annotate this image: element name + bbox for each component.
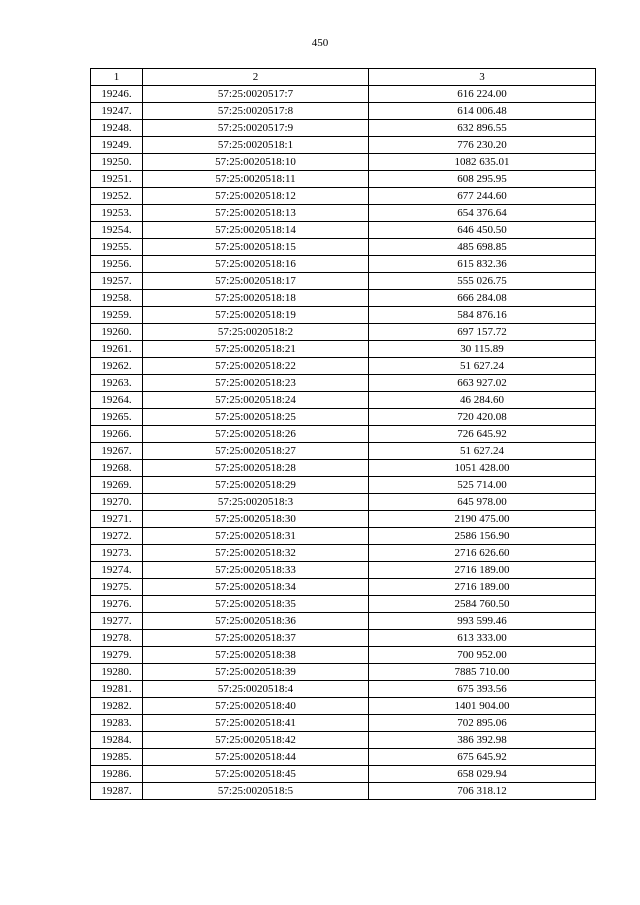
row-number-cell: 19281. <box>91 681 143 698</box>
table-row <box>91 341 596 358</box>
table-row <box>91 681 596 698</box>
cadastral-number-cell: 57:25:0020518:11 <box>143 171 369 188</box>
row-number-cell: 19248. <box>91 120 143 137</box>
value-cell: 666 284.08 <box>369 290 596 307</box>
cadastral-number-cell: 57:25:0020517:9 <box>143 120 369 137</box>
table-row <box>91 103 596 120</box>
value-cell: 51 627.24 <box>369 443 596 460</box>
value-cell: 645 978.00 <box>369 494 596 511</box>
table-row <box>91 630 596 647</box>
table-row <box>91 392 596 409</box>
registry-table <box>90 68 596 800</box>
row-number-cell: 19287. <box>91 783 143 800</box>
table-row <box>91 596 596 613</box>
table-row <box>91 511 596 528</box>
value-cell: 46 284.60 <box>369 392 596 409</box>
cadastral-number-cell: 57:25:0020518:41 <box>143 715 369 732</box>
row-number-cell: 19262. <box>91 358 143 375</box>
value-cell: 675 393.56 <box>369 681 596 698</box>
table-row <box>91 579 596 596</box>
value-cell: 525 714.00 <box>369 477 596 494</box>
cadastral-number-cell: 57:25:0020518:17 <box>143 273 369 290</box>
row-number-cell: 19272. <box>91 528 143 545</box>
value-cell: 2716 626.60 <box>369 545 596 562</box>
cadastral-number-cell: 57:25:0020518:33 <box>143 562 369 579</box>
table-row <box>91 171 596 188</box>
value-cell: 2190 475.00 <box>369 511 596 528</box>
row-number-cell: 19283. <box>91 715 143 732</box>
column-header-2: 2 <box>143 69 369 86</box>
row-number-cell: 19264. <box>91 392 143 409</box>
table-row <box>91 477 596 494</box>
cadastral-number-cell: 57:25:0020518:15 <box>143 239 369 256</box>
row-number-cell: 19279. <box>91 647 143 664</box>
row-number-cell: 19269. <box>91 477 143 494</box>
row-number-cell: 19271. <box>91 511 143 528</box>
value-cell: 706 318.12 <box>369 783 596 800</box>
cadastral-number-cell: 57:25:0020518:30 <box>143 511 369 528</box>
cadastral-number-cell: 57:25:0020518:19 <box>143 307 369 324</box>
value-cell: 584 876.16 <box>369 307 596 324</box>
table-row <box>91 256 596 273</box>
table-row <box>91 562 596 579</box>
table-row <box>91 766 596 783</box>
value-cell: 51 627.24 <box>369 358 596 375</box>
row-number-cell: 19276. <box>91 596 143 613</box>
row-number-cell: 19273. <box>91 545 143 562</box>
value-cell: 2716 189.00 <box>369 579 596 596</box>
row-number-cell: 19260. <box>91 324 143 341</box>
cadastral-number-cell: 57:25:0020518:23 <box>143 375 369 392</box>
cadastral-number-cell: 57:25:0020518:10 <box>143 154 369 171</box>
row-number-cell: 19266. <box>91 426 143 443</box>
row-number-cell: 19286. <box>91 766 143 783</box>
table-row <box>91 460 596 477</box>
cadastral-number-cell: 57:25:0020518:37 <box>143 630 369 647</box>
value-cell: 702 895.06 <box>369 715 596 732</box>
cadastral-number-cell: 57:25:0020518:12 <box>143 188 369 205</box>
row-number-cell: 19284. <box>91 732 143 749</box>
table-row <box>91 443 596 460</box>
value-cell: 2584 760.50 <box>369 596 596 613</box>
value-cell: 720 420.08 <box>369 409 596 426</box>
row-number-cell: 19285. <box>91 749 143 766</box>
value-cell: 726 645.92 <box>369 426 596 443</box>
row-number-cell: 19250. <box>91 154 143 171</box>
table-row <box>91 494 596 511</box>
value-cell: 386 392.98 <box>369 732 596 749</box>
value-cell: 614 006.48 <box>369 103 596 120</box>
row-number-cell: 19255. <box>91 239 143 256</box>
cadastral-number-cell: 57:25:0020518:25 <box>143 409 369 426</box>
row-number-cell: 19267. <box>91 443 143 460</box>
row-number-cell: 19251. <box>91 171 143 188</box>
row-number-cell: 19265. <box>91 409 143 426</box>
cadastral-number-cell: 57:25:0020518:4 <box>143 681 369 698</box>
cadastral-number-cell: 57:25:0020518:35 <box>143 596 369 613</box>
cadastral-number-cell: 57:25:0020517:8 <box>143 103 369 120</box>
table-row <box>91 664 596 681</box>
cadastral-number-cell: 57:25:0020517:7 <box>143 86 369 103</box>
row-number-cell: 19282. <box>91 698 143 715</box>
table-row <box>91 749 596 766</box>
value-cell: 646 450.50 <box>369 222 596 239</box>
cadastral-number-cell: 57:25:0020518:38 <box>143 647 369 664</box>
value-cell: 1401 904.00 <box>369 698 596 715</box>
row-number-cell: 19275. <box>91 579 143 596</box>
value-cell: 663 927.02 <box>369 375 596 392</box>
table-body <box>91 86 596 800</box>
cadastral-number-cell: 57:25:0020518:2 <box>143 324 369 341</box>
row-number-cell: 19270. <box>91 494 143 511</box>
cadastral-number-cell: 57:25:0020518:32 <box>143 545 369 562</box>
cadastral-number-cell: 57:25:0020518:28 <box>143 460 369 477</box>
row-number-cell: 19246. <box>91 86 143 103</box>
row-number-cell: 19274. <box>91 562 143 579</box>
table-row <box>91 698 596 715</box>
row-number-cell: 19278. <box>91 630 143 647</box>
row-number-cell: 19249. <box>91 137 143 154</box>
row-number-cell: 19247. <box>91 103 143 120</box>
row-number-cell: 19253. <box>91 205 143 222</box>
cadastral-number-cell: 57:25:0020518:26 <box>143 426 369 443</box>
value-cell: 615 832.36 <box>369 256 596 273</box>
table-row <box>91 715 596 732</box>
table-row <box>91 290 596 307</box>
value-cell: 616 224.00 <box>369 86 596 103</box>
table-row <box>91 137 596 154</box>
row-number-cell: 19252. <box>91 188 143 205</box>
table-row <box>91 239 596 256</box>
table-row <box>91 120 596 137</box>
row-number-cell: 19257. <box>91 273 143 290</box>
row-number-cell: 19268. <box>91 460 143 477</box>
value-cell: 675 645.92 <box>369 749 596 766</box>
cadastral-number-cell: 57:25:0020518:16 <box>143 256 369 273</box>
value-cell: 654 376.64 <box>369 205 596 222</box>
page-number: 450 <box>311 37 329 49</box>
row-number-cell: 19256. <box>91 256 143 273</box>
table-row <box>91 307 596 324</box>
value-cell: 700 952.00 <box>369 647 596 664</box>
cadastral-number-cell: 57:25:0020518:5 <box>143 783 369 800</box>
table-row <box>91 222 596 239</box>
value-cell: 776 230.20 <box>369 137 596 154</box>
cadastral-number-cell: 57:25:0020518:18 <box>143 290 369 307</box>
cadastral-number-cell: 57:25:0020518:24 <box>143 392 369 409</box>
value-cell: 2586 156.90 <box>369 528 596 545</box>
cadastral-number-cell: 57:25:0020518:22 <box>143 358 369 375</box>
row-number-cell: 19261. <box>91 341 143 358</box>
table-row <box>91 188 596 205</box>
value-cell: 613 333.00 <box>369 630 596 647</box>
table-row <box>91 647 596 664</box>
table-row <box>91 358 596 375</box>
row-number-cell: 19259. <box>91 307 143 324</box>
cadastral-number-cell: 57:25:0020518:3 <box>143 494 369 511</box>
table-row <box>91 273 596 290</box>
value-cell: 993 599.46 <box>369 613 596 630</box>
cadastral-number-cell: 57:25:0020518:34 <box>143 579 369 596</box>
table-row <box>91 409 596 426</box>
value-cell: 555 026.75 <box>369 273 596 290</box>
table-row <box>91 732 596 749</box>
row-number-cell: 19280. <box>91 664 143 681</box>
cadastral-number-cell: 57:25:0020518:13 <box>143 205 369 222</box>
value-cell: 485 698.85 <box>369 239 596 256</box>
table-row <box>91 205 596 222</box>
cadastral-number-cell: 57:25:0020518:29 <box>143 477 369 494</box>
row-number-cell: 19258. <box>91 290 143 307</box>
cadastral-number-cell: 57:25:0020518:31 <box>143 528 369 545</box>
value-cell: 608 295.95 <box>369 171 596 188</box>
table-row <box>91 154 596 171</box>
cadastral-number-cell: 57:25:0020518:45 <box>143 766 369 783</box>
cadastral-number-cell: 57:25:0020518:21 <box>143 341 369 358</box>
cadastral-number-cell: 57:25:0020518:42 <box>143 732 369 749</box>
value-cell: 1082 635.01 <box>369 154 596 171</box>
table-row <box>91 324 596 341</box>
cadastral-number-cell: 57:25:0020518:39 <box>143 664 369 681</box>
value-cell: 697 157.72 <box>369 324 596 341</box>
value-cell: 632 896.55 <box>369 120 596 137</box>
table-row <box>91 545 596 562</box>
value-cell: 1051 428.00 <box>369 460 596 477</box>
row-number-cell: 19277. <box>91 613 143 630</box>
cadastral-number-cell: 57:25:0020518:27 <box>143 443 369 460</box>
row-number-cell: 19263. <box>91 375 143 392</box>
value-cell: 677 244.60 <box>369 188 596 205</box>
table-row <box>91 783 596 800</box>
cadastral-number-cell: 57:25:0020518:40 <box>143 698 369 715</box>
cadastral-number-cell: 57:25:0020518:14 <box>143 222 369 239</box>
table-header-row <box>91 69 596 86</box>
column-header-1: 1 <box>91 69 143 86</box>
table-row <box>91 86 596 103</box>
table-row <box>91 613 596 630</box>
cadastral-number-cell: 57:25:0020518:36 <box>143 613 369 630</box>
table-row <box>91 375 596 392</box>
row-number-cell: 19254. <box>91 222 143 239</box>
value-cell: 7885 710.00 <box>369 664 596 681</box>
value-cell: 2716 189.00 <box>369 562 596 579</box>
column-header-3: 3 <box>369 69 596 86</box>
table-row <box>91 426 596 443</box>
cadastral-number-cell: 57:25:0020518:1 <box>143 137 369 154</box>
table-row <box>91 528 596 545</box>
cadastral-number-cell: 57:25:0020518:44 <box>143 749 369 766</box>
value-cell: 658 029.94 <box>369 766 596 783</box>
value-cell: 30 115.89 <box>369 341 596 358</box>
